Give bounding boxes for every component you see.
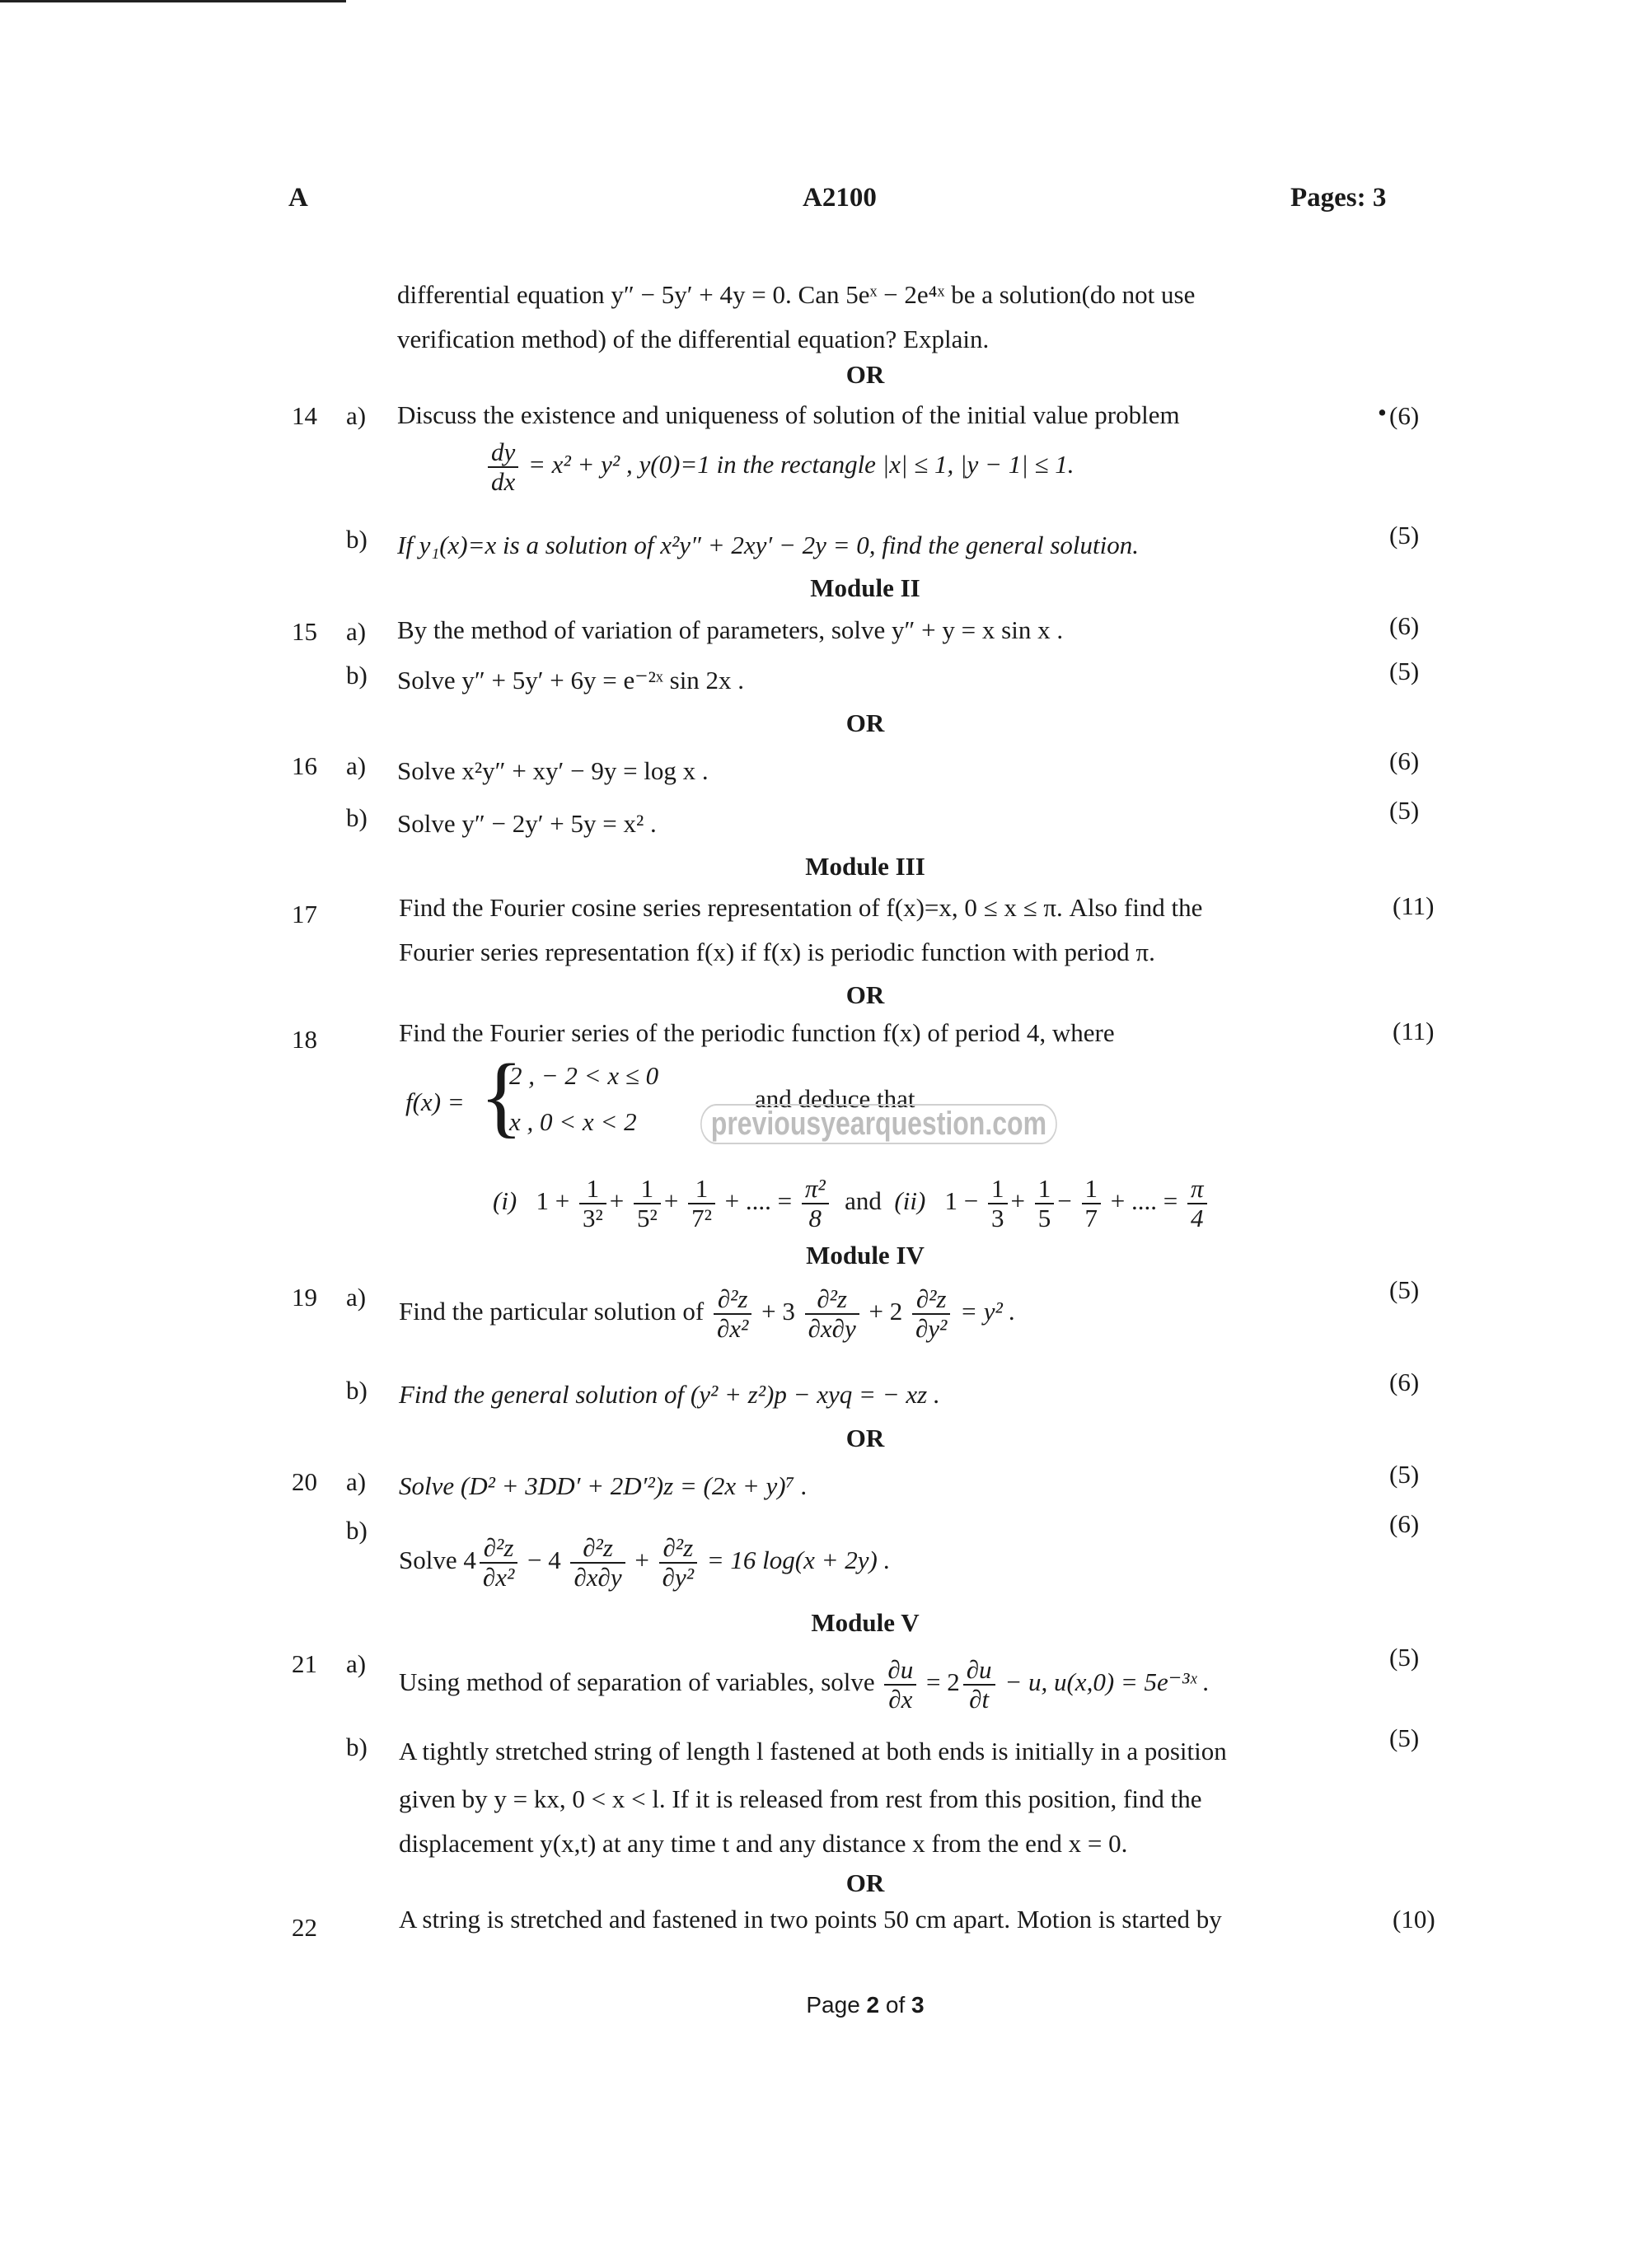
question-number: 15 xyxy=(292,617,317,646)
marks: (6) xyxy=(1389,611,1420,640)
question-number: 20 xyxy=(292,1467,317,1496)
or-divider: OR xyxy=(845,708,885,737)
q14b-text: If y₁(x)=x is a solution of x²y″ + 2xy′ − 2y = 0, find the general solution. xyxy=(397,531,1139,559)
marks: (5) xyxy=(1389,1275,1420,1304)
part-label: b) xyxy=(346,525,368,554)
q17-line1: Find the Fourier cosine series representation of f(x)=x, 0 ≤ x ≤ π. Also find the xyxy=(399,893,1203,922)
question-number: 21 xyxy=(292,1649,317,1678)
part-label: a) xyxy=(346,401,367,430)
marks: (5) xyxy=(1389,521,1420,549)
q15a-text: By the method of variation of parameters, solve y″ + y = x sin x . xyxy=(397,615,1064,644)
part-label: b) xyxy=(346,803,368,832)
marks: (6) xyxy=(1389,746,1420,775)
question-number: 22 xyxy=(292,1913,317,1942)
or-divider: OR xyxy=(845,1868,885,1897)
page-footer: Page 2 of 3 xyxy=(806,1992,925,2018)
fraction: $\frac{\text{∂²z}}{\partial x\partial y}$ xyxy=(570,1534,625,1592)
q17-line2: Fourier series representation f(x) if f(x) is periodic function with period π. xyxy=(399,938,1155,966)
paper-code: A2100 xyxy=(803,183,877,213)
q16b-text: Solve y″ − 2y′ + 5y = x² . xyxy=(397,809,657,838)
fraction: $\frac{1}{\text{5²}}$ xyxy=(634,1175,661,1232)
fraction: $\frac{\text{π²}}{8}$ xyxy=(802,1175,829,1232)
or-divider: OR xyxy=(845,980,885,1009)
question-number: 14 xyxy=(292,401,317,430)
fraction: $\frac{1}{7}$ xyxy=(1082,1175,1102,1232)
fraction: $\frac{\partial u}{\partial x}$ xyxy=(884,1656,916,1714)
module-heading: Module II xyxy=(810,573,920,602)
module-heading: Module V xyxy=(811,1608,920,1637)
part-label: b) xyxy=(346,661,368,690)
marks: (5) xyxy=(1389,1643,1420,1672)
q19a-equation: Find the particular solution of $\frac{\text{∂²z}}{\text{∂x²}}$ + 3 $\frac{\text{∂²z}}{\partial x\partial y}$ + 2 $\frac{\text{∂²z}}{\text{∂y²}}$ = y² . xyxy=(399,1284,1016,1343)
q15b-text: Solve y″ + 5y′ + 6y = e⁻²ˣ sin 2x . xyxy=(397,666,745,694)
marks: (5) xyxy=(1389,1460,1420,1489)
q21b-line2: given by y = kx, 0 < x < l. If it is released from rest from this position, find the xyxy=(399,1784,1202,1813)
module-heading: Module IV xyxy=(806,1241,925,1270)
fraction: $\frac{\text{∂²z}}{\text{∂x²}}$ xyxy=(714,1285,751,1343)
marks: (11) xyxy=(1393,1017,1435,1045)
piecewise-case-2: x , 0 < x < 2 xyxy=(509,1107,637,1136)
part-label: a) xyxy=(346,1467,367,1496)
top-edge-line xyxy=(0,0,346,2)
fraction: $\frac{\text{∂²z}}{\text{∂y²}}$ xyxy=(912,1285,950,1343)
q13-continued-line1: differential equation y″ − 5y′ + 4y = 0. Can 5eˣ − 2e⁴ˣ be a solution(do not use xyxy=(397,280,1196,309)
fraction: $\frac{1}{3}$ xyxy=(988,1175,1008,1232)
marks: (5) xyxy=(1389,657,1420,685)
q21a-equation: Using method of separation of variables, solve $\frac{\partial u}{\partial x}$ = 2 $\frac{\partial u}{\partial t}$ − u, u(x,0) = 5e⁻³ˣ . xyxy=(399,1655,1210,1714)
or-divider: OR xyxy=(845,1424,885,1452)
paper-series: A xyxy=(288,183,308,213)
fraction: $\frac{\partial u}{\partial t}$ xyxy=(963,1656,995,1714)
part-label: a) xyxy=(346,751,367,780)
question-number: 16 xyxy=(292,751,317,780)
page-count: Pages: 3 xyxy=(1290,183,1387,213)
q20a-text: Solve (D² + 3DD′ + 2D′²)z = (2x + y)⁷ . xyxy=(399,1471,808,1500)
q20b-equation: Solve 4 $\frac{\text{∂²z}}{\text{∂x²}}$ − 4 $\frac{\text{∂²z}}{\partial x\partial y}$ + $\frac{\text{∂²z}}{\text{∂y²}}$ = 16 log(x + 2y) . xyxy=(399,1533,891,1592)
fraction: $\frac{\pi}{4}$ xyxy=(1187,1175,1207,1232)
piecewise-case-1: 2 , − 2 < x ≤ 0 xyxy=(509,1061,659,1090)
fraction: $\frac{dy}{dx}$ xyxy=(488,438,518,496)
piecewise-function-label: f(x) = xyxy=(405,1087,465,1116)
marks: (6) xyxy=(1389,1368,1420,1396)
q14a-equation: $\frac{dy}{dx}$ = x² + y² , y(0)=1 in the rectangle |x| ≤ 1, |y − 1| ≤ 1. xyxy=(485,438,1074,496)
watermark: previousyearquestion.com xyxy=(700,1104,1057,1144)
marks: (11) xyxy=(1393,891,1435,920)
fraction: $\frac{1}{\text{3²}}$ xyxy=(579,1175,606,1232)
part-label: b) xyxy=(346,1376,368,1405)
or-divider: OR xyxy=(845,360,885,389)
marks: (10) xyxy=(1393,1905,1435,1934)
question-number: 19 xyxy=(292,1283,317,1312)
brace: { xyxy=(480,1045,523,1146)
part-label: b) xyxy=(346,1733,368,1761)
part-label: b) xyxy=(346,1516,368,1545)
deduce-text: and deduce that xyxy=(755,1084,915,1113)
marks: (5) xyxy=(1389,796,1420,825)
question-number: 17 xyxy=(292,900,317,928)
q16a-text: Solve x²y″ + xy′ − 9y = log x . xyxy=(397,756,709,785)
bullet-mark: • xyxy=(1378,398,1387,427)
fraction: $\frac{1}{5}$ xyxy=(1035,1175,1055,1232)
part-label: a) xyxy=(346,1649,367,1678)
q21b-line3: displacement y(x,t) at any time t and any distance x from the end x = 0. xyxy=(399,1829,1128,1858)
part-label: a) xyxy=(346,617,367,646)
q19b-text: Find the general solution of (y² + z²)p − xyq = − xz . xyxy=(399,1380,940,1409)
q18-line1: Find the Fourier series of the periodic function f(x) of period 4, where xyxy=(399,1018,1115,1047)
q13-continued-line2: verification method) of the differential equation? Explain. xyxy=(397,325,990,353)
marks: (6) xyxy=(1389,401,1420,430)
fraction: $\frac{\text{∂²z}}{\partial x\partial y}$ xyxy=(805,1285,859,1343)
module-heading: Module III xyxy=(805,852,925,881)
series-equations: (i) 1 + $\frac{1}{\text{3²}}$ + $\frac{1}{\text{5²}}$ + $\frac{1}{\text{7²}}$ + .... = $\frac{\text{π²}}{8}$ and (ii) 1 − $\frac{1}{3}$ + $\frac{1}{5}$ − $\frac{1}{7}$ + .... = $\frac{\pi}{4}$ xyxy=(493,1175,1210,1232)
question-number: 18 xyxy=(292,1025,317,1054)
part-label: a) xyxy=(346,1283,367,1312)
fraction: $\frac{\text{∂²z}}{\text{∂x²}}$ xyxy=(480,1534,517,1592)
q21b-line1: A tightly stretched string of length l fastened at both ends is initially in a position xyxy=(399,1737,1227,1765)
fraction: $\frac{1}{\text{7²}}$ xyxy=(688,1175,715,1232)
q14a-text: Discuss the existence and uniqueness of solution of the initial value problem xyxy=(397,400,1180,429)
marks: (6) xyxy=(1389,1509,1420,1538)
fraction: $\frac{\text{∂²z}}{\text{∂y²}}$ xyxy=(659,1534,697,1592)
marks: (5) xyxy=(1389,1723,1420,1752)
q22-line1: A string is stretched and fastened in two points 50 cm apart. Motion is started by xyxy=(399,1905,1222,1934)
